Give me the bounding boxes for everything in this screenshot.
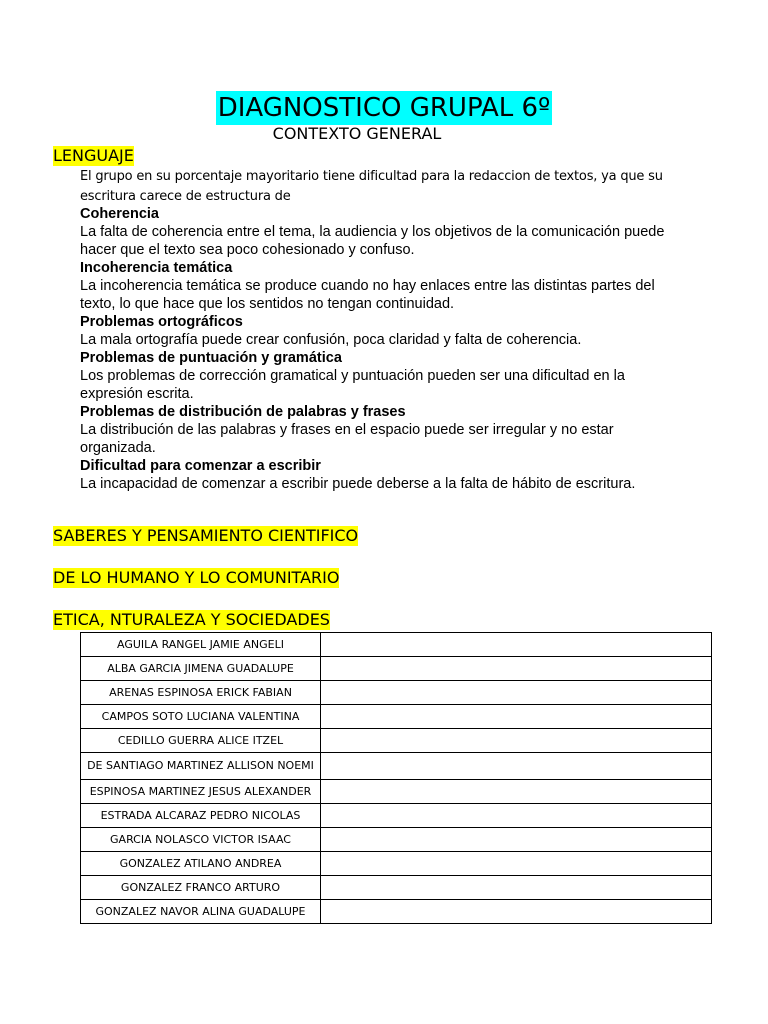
difficulty-text: Los problemas de corrección gramatical y puntuación pueden ser una dificultad en la expresión escrita.	[80, 368, 625, 402]
difficulty-text: La falta de coherencia entre el tema, la audiencia y los objetivos de la comunicación puede hacer que el texto sea poco cohesionado y confuso.	[80, 224, 665, 258]
student-name-cell: GONZALEZ NAVOR ALINA GUADALUPE	[81, 900, 321, 924]
difficulty-block	[80, 349, 680, 403]
difficulty-heading: Problemas de distribución de palabras y frases	[80, 404, 406, 420]
table-row	[81, 876, 712, 900]
difficulty-text: La mala ortografía puede crear confusión, poca claridad y falta de coherencia.	[80, 332, 582, 348]
empty-cell[interactable]	[321, 657, 712, 681]
empty-cell[interactable]	[321, 828, 712, 852]
difficulty-text: La incapacidad de comenzar a escribir puede deberse a la falta de hábito de escritura.	[80, 476, 636, 492]
difficulty-block	[80, 313, 680, 349]
table-row	[81, 753, 712, 780]
empty-cell[interactable]	[321, 804, 712, 828]
table-row	[81, 681, 712, 705]
difficulty-block	[80, 403, 680, 457]
empty-cell[interactable]	[321, 753, 712, 780]
empty-cell[interactable]	[321, 705, 712, 729]
difficulty-heading: Coherencia	[80, 206, 159, 222]
title-container	[0, 91, 768, 125]
table-row	[81, 780, 712, 804]
student-name-cell: ALBA GARCIA JIMENA GUADALUPE	[81, 657, 321, 681]
difficulty-heading: Dificultad para comenzar a escribir	[80, 458, 321, 474]
table-row	[81, 729, 712, 753]
difficulty-heading: Problemas ortográficos	[80, 314, 243, 330]
student-table	[80, 632, 712, 924]
table-row	[81, 852, 712, 876]
difficulty-block	[80, 259, 680, 313]
difficulty-text: La incoherencia temática se produce cuando no hay enlaces entre las distintas partes del texto, lo que hace que los sentidos no tengan continuidad.	[80, 278, 655, 312]
page-title: DIAGNOSTICO GRUPAL 6º	[217, 93, 551, 123]
student-name-cell: ARENAS ESPINOSA ERICK FABIAN	[81, 681, 321, 705]
section-heading-humano: DE LO HUMANO Y LO COMUNITARIO	[53, 568, 340, 587]
student-name-cell: GARCIA NOLASCO VICTOR ISAAC	[81, 828, 321, 852]
section-heading-lenguaje: LENGUAJE	[53, 146, 134, 165]
student-name-cell: AGUILA RANGEL JAMIE ANGELI	[81, 633, 321, 657]
table-row	[81, 657, 712, 681]
student-name-cell: GONZALEZ FRANCO ARTURO	[81, 876, 321, 900]
difficulty-block	[80, 457, 680, 493]
empty-cell[interactable]	[321, 900, 712, 924]
intro-paragraph: El grupo en su porcentaje mayoritario tiene dificultad para la redaccion de textos, ya que su escritura carece de estructura de	[80, 169, 663, 204]
table-row	[81, 900, 712, 924]
difficulty-text: La distribución de las palabras y frases en el espacio puede ser irregular y no estar organizada.	[80, 422, 614, 456]
student-name-cell: DE SANTIAGO MARTINEZ ALLISON NOEMI	[81, 753, 321, 780]
empty-cell[interactable]	[321, 780, 712, 804]
table-row	[81, 705, 712, 729]
table-row	[81, 804, 712, 828]
student-name-cell: ESPINOSA MARTINEZ JESUS ALEXANDER	[81, 780, 321, 804]
difficulty-list	[80, 205, 680, 493]
difficulty-block	[80, 205, 680, 259]
student-name-cell: GONZALEZ ATILANO ANDREA	[81, 852, 321, 876]
empty-cell[interactable]	[321, 876, 712, 900]
student-name-cell: CAMPOS SOTO LUCIANA VALENTINA	[81, 705, 321, 729]
empty-cell[interactable]	[321, 633, 712, 657]
section-heading-etica: ETICA, NTURALEZA Y SOCIEDADES	[53, 610, 330, 629]
empty-cell[interactable]	[321, 852, 712, 876]
table-row	[81, 633, 712, 657]
student-name-cell: ESTRADA ALCARAZ PEDRO NICOLAS	[81, 804, 321, 828]
section-heading-saberes: SABERES Y PENSAMIENTO CIENTIFICO	[53, 526, 359, 545]
table-row	[81, 828, 712, 852]
page-subtitle: CONTEXTO GENERAL	[272, 124, 442, 143]
difficulty-heading: Incoherencia temática	[80, 260, 233, 276]
student-name-cell: CEDILLO GUERRA ALICE ITZEL	[81, 729, 321, 753]
empty-cell[interactable]	[321, 729, 712, 753]
empty-cell[interactable]	[321, 681, 712, 705]
difficulty-heading: Problemas de puntuación y gramática	[80, 350, 342, 366]
